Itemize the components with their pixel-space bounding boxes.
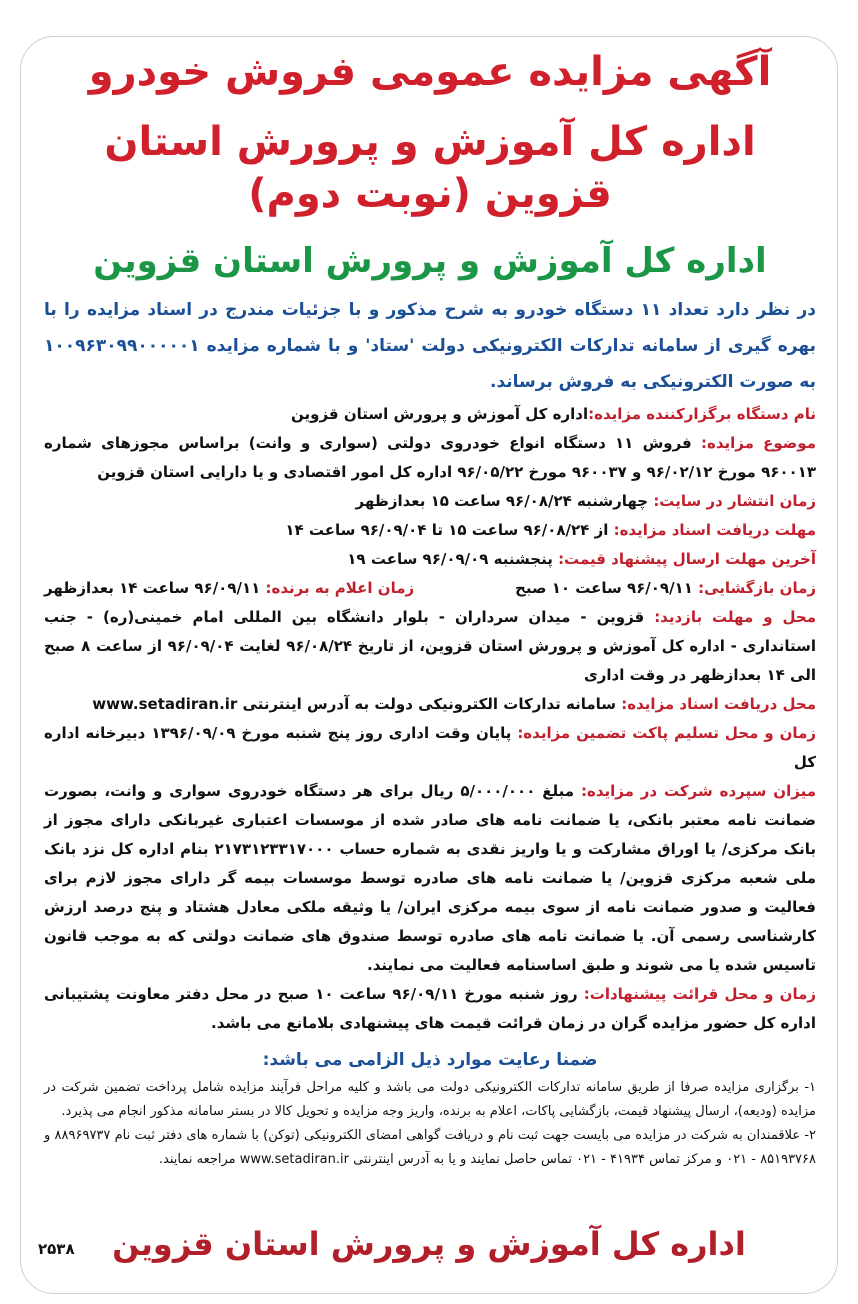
opening-winner-row [44,574,816,603]
winner-announcement: زمان اعلام به برنده: ۹۶/۰۹/۱۱ ساعت ۱۴ بعدازظهر [44,579,415,597]
setad-website-link[interactable]: www.setadiran.ir [92,695,238,713]
intro-paragraph: در نظر دارد تعداد ۱۱ دستگاه خودرو به شرح مذکور و با جزئیات مندرج در اسناد مزایده را با بهره گیری از سامانه تدارکات الکترونیکی دولت 'ستاد' و با شماره مزایده ۱۰۰۹۶۳۰۹۹۰۰۰۰۰۱ به صورت الکترونیکی به فروش برساند. [44,300,816,392]
opening-time: زمان بازگشایی: ۹۶/۰۹/۱۱ ساعت ۱۰ صبح [515,579,816,597]
docs-deadline-row: مهلت دریافت اسناد مزایده: از ۹۶/۰۸/۲۴ ساعت ۱۵ تا ۹۶/۰۹/۰۴ ساعت ۱۴ [285,521,816,539]
reading-row: زمان و محل قرائت پیشنهادات: روز شنبه مورخ ۹۶/۰۹/۱۱ ساعت ۱۰ صبح در محل دفتر معاونت پشتیبانی اداره کل حضور مزایده گران در زمان قرائت قیمت های پیشنهادی بلامانع می باشد. [44,985,817,1032]
title-line-2: اداره کل آموزش و پرورش استان قزوین (نوبت دوم) [104,119,756,217]
publish-time-row: زمان انتشار در سایت: چهارشنبه ۹۶/۰۸/۲۴ ساعت ۱۵ بعدازظهر [355,492,816,510]
page-number: ۲۵۳۸ [38,1240,75,1258]
footer-organization: اداره کل آموزش و پرورش استان قزوین [112,1225,746,1263]
note-1: ۱- برگزاری مزایده صرفا از طریق سامانه تدارکات الکترونیکی دولت می باشد و کلیه مراحل فرآیند مزایده شامل پرداخت تضمین شرکت در مزایده (ودیعه)، ارسال پیشنهاد قیمت، بازگشایی پاکات، اعلام به برنده، واریز وجه مزایده و تحویل کالا در بستر سامانه مذکور انجام می پذیرد. [44,1080,816,1119]
visit-row: محل و مهلت بازدید: قزوین - میدان سرداران - بلوار دانشگاه بین المللی امام خمینی(ره) - جنب استانداری - اداره کل آموزش و پرورش استان قزوین، از تاریخ ۹۶/۰۸/۲۴ لغایت ۹۶/۰۹/۰۴ از ساعت ۸ صبح الی ۱۴ بعدازظهر در وقت اداری [44,608,816,684]
docs-place-row: محل دریافت اسناد مزایده: سامانه تدارکات الکترونیکی دولت به آدرس اینترنتی www.setadiran.ir [92,695,816,713]
title-line-1: آگهی مزایده عمومی فروش خودرو [88,49,772,95]
bid-deadline-row: آخرین مهلت ارسال پیشنهاد قیمت: پنجشنبه ۹۶/۰۹/۰۹ ساعت ۱۹ [347,550,816,568]
organizer-row: نام دستگاه برگزارکننده مزایده:اداره کل آموزش و پرورش استان قزوین [291,405,816,423]
subject-row: موضوع مزایده: فروش ۱۱ دستگاه انواع خودروی دولتی (سواری و وانت) براساس مجوزهای شماره ۹۶۰۰۱۳ مورخ ۹۶/۰۲/۱۲ و ۹۶۰۰۳۷ مورخ ۹۶/۰۵/۲۲ اداره کل امور اقتصادی و یا دارایی استان قزوین [44,434,816,481]
organization-name: اداره کل آموزش و پرورش استان قزوین [93,241,767,281]
deposit-row: میزان سپرده شرکت در مزایده: مبلغ ۵/۰۰۰/۰۰۰ ریال برای هر دستگاه خودروی سواری و وانت، بصورت ضمانت نامه معتبر بانکی، یا ضمانت نامه های صادر شده از موسسات اعتباری غیربانکی دارای مجوز از بانک مرکزی/ یا اوراق مشارکت و یا واریز نقدی به شماره حساب ۲۱۷۳۱۲۳۳۱۷۰۰۰ بنام اداره کل نزد بانک ملی شعبه مرکزی قزوین/ یا ضمانت نامه های صادره توسط موسسات بیمه گر دارای مجوز لازم برای فعالیت و صدور ضمانت نامه از سوی بیمه مرکزی ایران/ یا وثیقه ملکی معادل هشتاد و پنج درصد ارزش کارشناسی رسمی آن. یا ضمانت نامه های صادره توسط صندوق های ضمانت دولتی که به موجب قانون تاسیس شده یا می شوند و طبق اساسنامه فعالیت می نمایند. [44,782,817,974]
packet-row: زمان و محل تسلیم پاکت تضمین مزایده: پایان وقت اداری روز پنج شنبه مورخ ۱۳۹۶/۰۹/۰۹ دبیرخانه اداره کل [44,724,816,771]
notice-content [14,46,844,1172]
note-2: ۲- علاقمندان به شرکت در مزایده می بایست جهت ثبت نام و دریافت گواهی امضای الکترونیکی (توکن) با شماره های دفتر ثبت نام ۸۸۹۶۹۷۳۷ و ۸۵۱۹۳۷۶۸ - ۰۲۱ و مرکز تماس ۴۱۹۳۴ - ۰۲۱ تماس حاصل نمایند و یا به آدرس اینترنتی www.setadiran.ir مراجعه نمایند. [44,1128,816,1167]
notes-title: ضمنا رعایت موارد ذیل الزامی می باشد: [262,1050,598,1070]
